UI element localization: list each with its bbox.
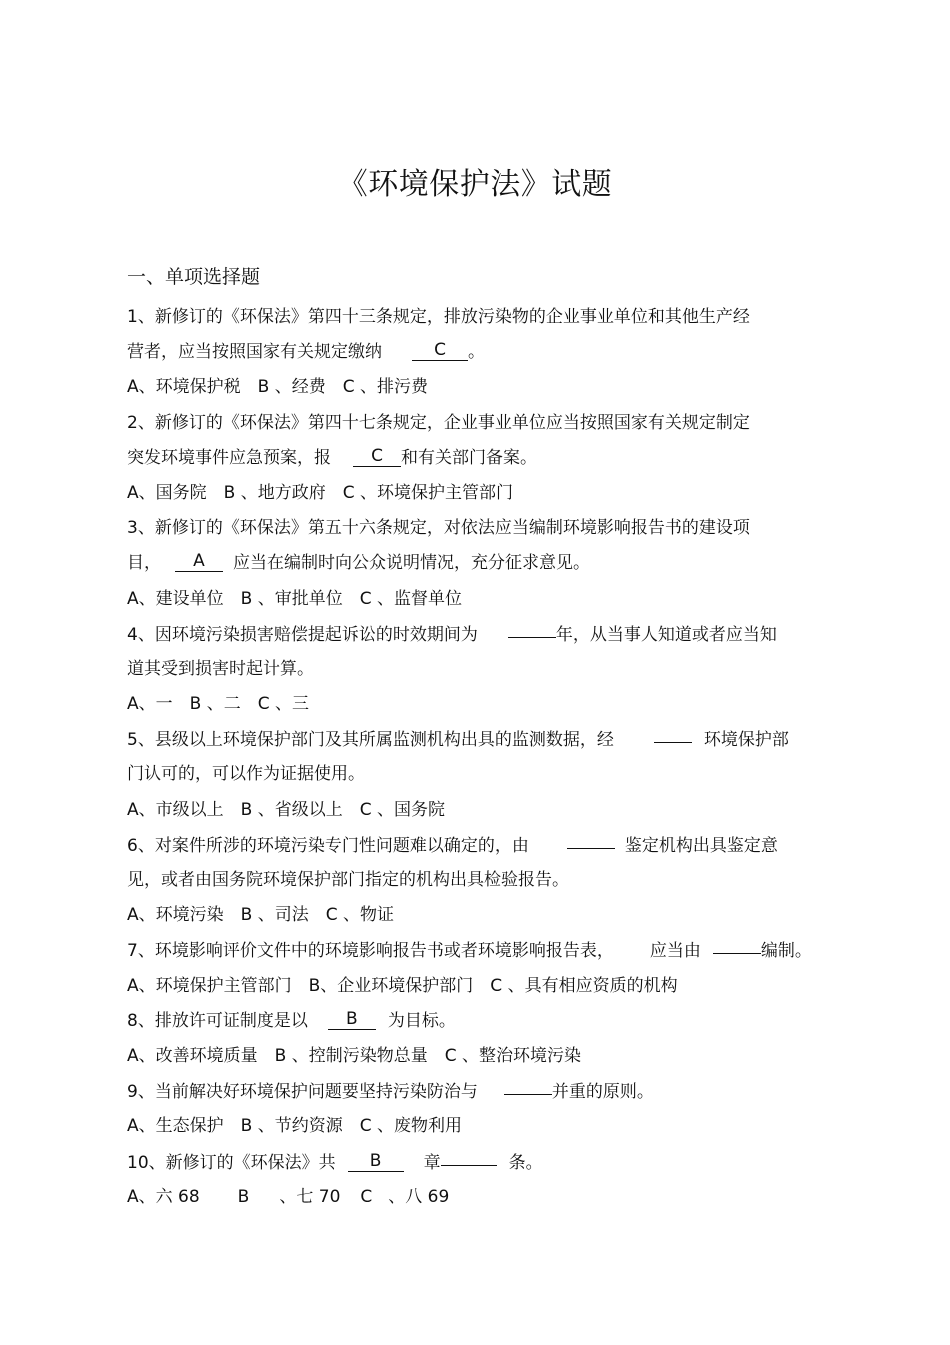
question-6-line-2: 见，或者由国务院环境保护部门指定的机构出具检验报告。 [127, 870, 569, 890]
question-3-options: A、建设单位 B 、审批单位 C 、监督单位 [127, 588, 462, 609]
question-9-line-1 [127, 1074, 827, 1109]
question-3-line-1: 3、新修订的《环保法》第五十六条规定，对依法应当编制环境影响报告书的建设项 [127, 518, 750, 539]
answer-blank [567, 828, 615, 849]
question-list [127, 300, 827, 1215]
question-10-text: 10、新修订的《环保法》共 [127, 1152, 336, 1173]
question-9-text: 9、当前解决好环境保护问题要坚持污染防治与 [127, 1082, 478, 1103]
question-2-text-end: 和有关部门备案。 [401, 447, 537, 468]
question-6-text: 6、对案件所涉的环境污染专门性问题难以确定的，由 [127, 835, 529, 856]
question-2-text: 突发环境事件应急预案，报 [127, 447, 331, 468]
question-5-options: A、市级以上 B 、省级以上 C 、国务院 [127, 799, 445, 820]
question-9-text-end: 并重的原则。 [551, 1082, 654, 1103]
question-2-line-1: 2、新修订的《环保法》第四十七条规定，企业事业单位应当按照国家有关规定制定 [127, 412, 750, 433]
question-7-text: 7、环境影响评价文件中的环境影响报告书或者环境影响报告表， [127, 941, 614, 962]
question-3-text-end: 应当在编制时向公众说明情况，充分征求意见。 [233, 553, 590, 574]
question-10-options [127, 1180, 827, 1215]
question-1-text: 营者，应当按照国家有关规定缴纳 [127, 342, 382, 363]
question-3-text: 目， [127, 553, 161, 574]
answer-blank [713, 933, 761, 954]
option-a: A、六 68 [127, 1186, 200, 1207]
question-4-line-1 [127, 617, 827, 652]
answer-blank: C [353, 446, 401, 467]
document-title: 《环境保护法》试题 [337, 167, 613, 202]
question-4-line-2: 道其受到损害时起计算。 [127, 658, 314, 679]
option-b-letter: B [237, 1186, 250, 1207]
question-8-options: A、改善环境质量 B 、控制污染物总量 C 、整治环境污染 [127, 1045, 581, 1066]
question-10-line-1 [127, 1145, 827, 1180]
question-10-text-mid: 章 [423, 1152, 441, 1173]
question-1-text-end: 。 [468, 342, 485, 363]
question-7-text-mid: 应当由 [649, 941, 701, 962]
question-1-line-1: 1、新修订的《环保法》第四十三条规定，排放污染物的企业事业单位和其他生产经 [127, 307, 750, 327]
question-3-line-2 [127, 546, 827, 581]
question-8-text: 8、排放许可证制度是以 [127, 1010, 308, 1031]
question-1-line-2 [127, 335, 827, 370]
answer-blank [508, 617, 556, 638]
question-2-line-2 [127, 441, 827, 476]
question-7-options: A、环境保护主管部门 B、企业环境保护部门 C 、具有相应资质的机构 [127, 975, 678, 996]
answer-blank: A [175, 551, 223, 572]
question-1-options: A、环境保护税 B 、经费 C 、排污费 [127, 377, 428, 398]
question-5-text: 5、县级以上环境保护部门及其所属监测机构出具的监测数据，经 [127, 730, 614, 751]
answer-blank: C [412, 340, 468, 361]
option-b: 、七 70 [279, 1186, 341, 1207]
question-4-options: A、一 B 、二 C 、三 [127, 694, 309, 715]
question-2-options: A、国务院 B 、地方政府 C 、环境保护主管部门 [127, 482, 513, 503]
question-5-line-1 [127, 722, 827, 757]
question-10-text-end: 条。 [508, 1152, 543, 1173]
answer-blank [504, 1074, 552, 1095]
answer-blank: B [348, 1151, 404, 1172]
question-5-line-2: 门认可的，可以作为证据使用。 [127, 764, 365, 785]
question-7-text-end: 编制。 [760, 941, 812, 962]
answer-blank [441, 1145, 497, 1166]
question-4-text-end: 年，从当事人知道或者应当知 [555, 624, 777, 645]
question-7-line-1 [127, 933, 827, 968]
question-6-line-1 [127, 828, 827, 863]
answer-blank [654, 722, 692, 743]
question-4-text: 4、因环境污染损害赔偿提起诉讼的时效期间为 [127, 624, 478, 645]
question-6-options: A、环境污染 B 、司法 C 、物证 [127, 905, 394, 926]
question-5-text-end: 环境保护部 [703, 730, 789, 751]
question-8-line-1 [127, 1004, 827, 1039]
option-c-letter: C [360, 1186, 373, 1207]
question-9-options: A、生态保护 B 、节约资源 C 、废物利用 [127, 1116, 462, 1137]
option-c: 、八 69 [388, 1186, 450, 1207]
answer-blank: B [328, 1009, 376, 1030]
section-heading: 一、单项选择题 [127, 266, 261, 288]
question-6-text-end: 鉴定机构出具鉴定意 [624, 835, 778, 856]
question-8-text-end: 为目标。 [387, 1010, 456, 1031]
